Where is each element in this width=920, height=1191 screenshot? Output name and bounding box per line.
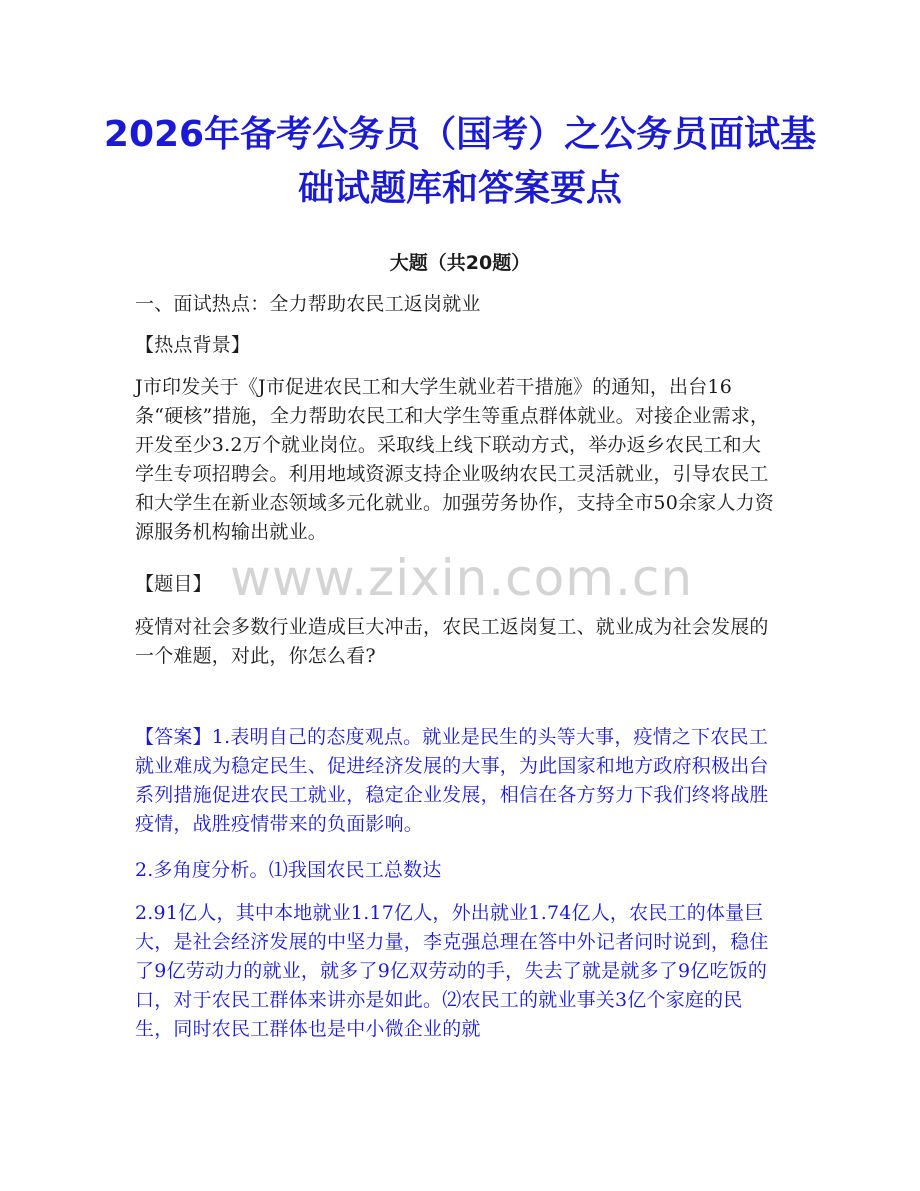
background-text: J市印发关于《J市促进农民工和大学生就业若干措施》的通知，出台16条“硬核”措施，全力帮助农民工和大学生等重点群体就业。对接企业需求，开发至少3.2万个就业岗位。采取线上线下联动方式，举办返乡农民工和大学生专项招聘会。利用地域资源支持企业吸纳农民工灵活就业，引导农民工和大学生在新业态领域多元化就业。加强劳务协作，支持全市50余家人力资源服务机构输出就业。 [135, 376, 774, 543]
answer-paragraph-3: 2.91亿人，其中本地就业1.17亿人，外出就业1.74亿人，农民工的体量巨大，是社会经济发展的中坚力量，李克强总理在答中外记者问时说到，稳住了9亿劳动力的就业，就多了9亿双劳动的手，失去了就是就多了9亿吃饭的口，对于农民工群体来讲亦是如此。⑵农民工的就业事关3亿个家庭的民生，同时农民工群体也是中小微企业的就 [135, 902, 769, 1040]
question-text: 疫情对社会多数行业造成巨大冲击，农民工返岗复工、就业成为社会发展的一个难题，对此，你怎么看? [135, 616, 769, 667]
question-label: 【题目】 [135, 573, 212, 595]
document-title: 2026年备考公务员（国考）之公务员面试基础试题库和答案要点 [103, 114, 817, 209]
answer-paragraph-2: 2.多角度分析。⑴我国农民工总数达 [135, 859, 442, 881]
answer-paragraph-1: 【答案】1.表明自己的态度观点。就业是民生的头等大事，疫情之下农民工就业难成为稳定民生、促进经济发展的大事，为此国家和地方政府积极出台系列措施促进农民工就业，稳定企业发展，相信在各方努力下我们终将战胜疫情，战胜疫情带来的负面影响。 [135, 726, 769, 835]
question-heading: 一、面试热点：全力帮助农民工返岗就业 [135, 293, 481, 315]
watermark: www.zixin.com.cn [230, 549, 694, 607]
section-title: 大题（共20题） [389, 252, 531, 274]
background-label: 【热点背景】 [135, 334, 251, 356]
